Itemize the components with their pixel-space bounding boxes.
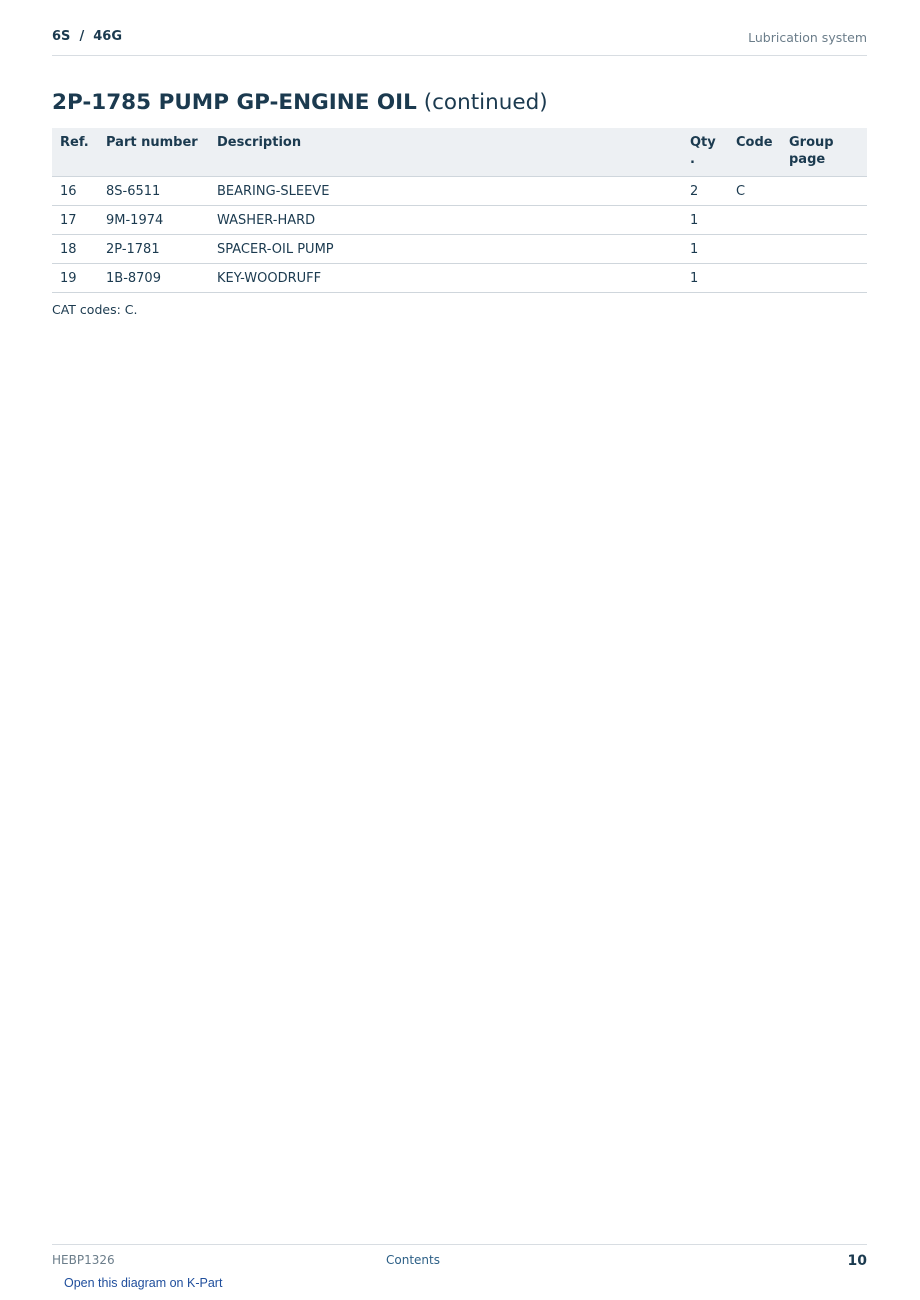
header-part-number: Part number [98, 128, 209, 177]
title-main: 2P-1785 PUMP GP-ENGINE OIL [52, 90, 417, 115]
breadcrumb: 6S / 46G [52, 29, 123, 44]
cell-qty: 1 [682, 206, 728, 235]
header-ref: Ref. [52, 128, 98, 177]
cell-ref: 18 [52, 235, 98, 264]
parts-table [52, 128, 867, 293]
header-group-page-line2: page [789, 152, 826, 167]
table-row [52, 264, 867, 293]
header-qty [682, 128, 728, 177]
header-code: Code [728, 128, 781, 177]
title-suffix: (continued) [416, 90, 548, 115]
table-row [52, 235, 867, 264]
header-group-page-line1: Group [789, 135, 834, 150]
cell-part-number: 9M-1974 [98, 206, 209, 235]
cell-description: BEARING-SLEEVE [209, 177, 682, 206]
cell-group-page [781, 206, 867, 235]
table-row [52, 206, 867, 235]
header-qty-line1: Qty [690, 135, 716, 150]
cell-description: SPACER-OIL PUMP [209, 235, 682, 264]
page-footer [52, 1244, 867, 1269]
page-header [52, 28, 867, 56]
page-number: 10 [847, 1253, 867, 1269]
cell-code: C [728, 177, 781, 206]
cell-code [728, 206, 781, 235]
cell-part-number: 8S-6511 [98, 177, 209, 206]
open-kpart-link[interactable]: Open this diagram on K-Part [64, 1276, 223, 1290]
table-row [52, 177, 867, 206]
cell-group-page [781, 264, 867, 293]
cell-description: KEY-WOODRUFF [209, 264, 682, 293]
cell-code [728, 264, 781, 293]
cell-ref: 17 [52, 206, 98, 235]
cell-qty: 1 [682, 235, 728, 264]
document-id: HEBP1326 [52, 1253, 115, 1267]
header-group-page [781, 128, 867, 177]
cell-part-number: 1B-8709 [98, 264, 209, 293]
cell-ref: 19 [52, 264, 98, 293]
header-qty-line2: . [690, 152, 695, 167]
page-title [52, 90, 548, 115]
cell-group-page [781, 177, 867, 206]
cell-ref: 16 [52, 177, 98, 206]
cell-group-page [781, 235, 867, 264]
cell-qty: 1 [682, 264, 728, 293]
cat-codes-note: CAT codes: C. [52, 302, 138, 317]
section-name: Lubrication system [748, 30, 867, 45]
cell-code [728, 235, 781, 264]
contents-link[interactable]: Contents [386, 1253, 440, 1267]
header-description: Description [209, 128, 682, 177]
table-header-row [52, 128, 867, 177]
cell-qty: 2 [682, 177, 728, 206]
cell-part-number: 2P-1781 [98, 235, 209, 264]
cell-description: WASHER-HARD [209, 206, 682, 235]
